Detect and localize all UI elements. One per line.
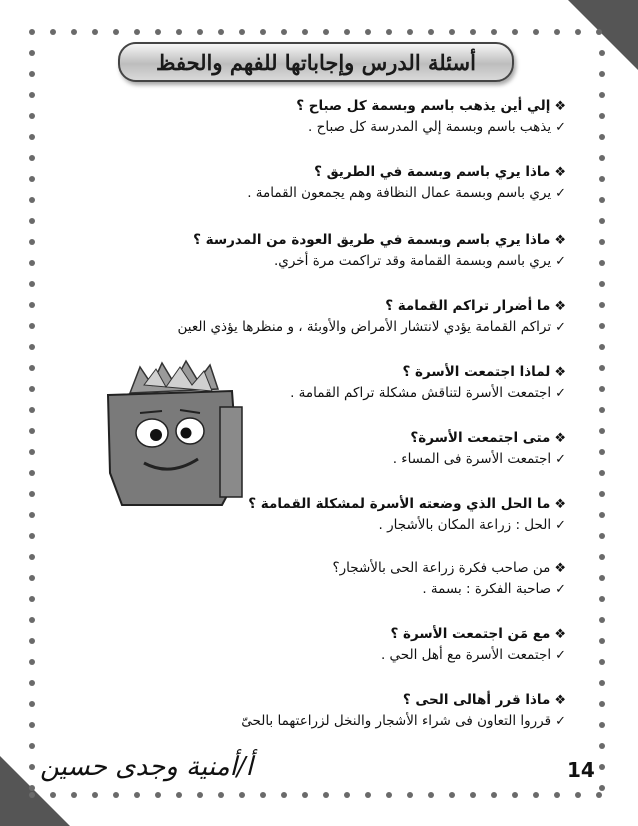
border-dot bbox=[344, 792, 350, 798]
question-text: إلي أين يذهب باسم وبسمة كل صباح ؟ bbox=[296, 98, 551, 114]
border-dot bbox=[29, 239, 35, 245]
border-dot bbox=[29, 659, 35, 665]
border-dot bbox=[599, 596, 605, 602]
border-dot bbox=[260, 792, 266, 798]
border-dot bbox=[29, 792, 35, 798]
border-dot bbox=[323, 792, 329, 798]
border-dot bbox=[29, 134, 35, 140]
border-dot bbox=[599, 239, 605, 245]
border-dot bbox=[599, 638, 605, 644]
qa-item bbox=[381, 624, 566, 666]
diamond-bullet-icon: ❖ bbox=[554, 99, 566, 114]
question-text: ماذا يري باسم وبسمة في طريق العودة من المدرسة ؟ bbox=[193, 232, 551, 248]
author-signature: أ/أمنية وجدى حسين bbox=[40, 752, 253, 782]
border-dot bbox=[29, 554, 35, 560]
border-dot bbox=[29, 596, 35, 602]
check-mark-icon: ✓ bbox=[555, 582, 566, 597]
border-dot bbox=[71, 792, 77, 798]
border-dot bbox=[29, 218, 35, 224]
question-text: ماذا يري باسم وبسمة في الطريق ؟ bbox=[314, 164, 551, 180]
question-text: من صاحب فكرة زراعة الحى بالأشجار؟ bbox=[332, 560, 551, 576]
border-dot bbox=[599, 71, 605, 77]
border-dot bbox=[134, 792, 140, 798]
answer-text: اجتمعت الأسرة مع أهل الحي . bbox=[380, 647, 552, 663]
qa-item bbox=[248, 494, 566, 536]
border-dot bbox=[50, 29, 56, 35]
border-dot bbox=[599, 113, 605, 119]
border-dot bbox=[197, 792, 203, 798]
check-mark-icon: ✓ bbox=[555, 518, 566, 533]
border-dot bbox=[92, 792, 98, 798]
border-dot bbox=[599, 281, 605, 287]
answer-text: يذهب باسم وبسمة إلي المدرسة كل صباح . bbox=[308, 119, 552, 135]
border-dot bbox=[113, 29, 119, 35]
border-dot bbox=[155, 29, 161, 35]
border-dot bbox=[599, 344, 605, 350]
border-dot bbox=[29, 428, 35, 434]
qa-item bbox=[393, 428, 566, 470]
diamond-bullet-icon: ❖ bbox=[554, 627, 566, 642]
border-dot bbox=[599, 575, 605, 581]
check-mark-icon: ✓ bbox=[555, 452, 566, 467]
border-dot bbox=[281, 29, 287, 35]
trash-bin-mascot-illustration bbox=[100, 355, 250, 515]
border-dot bbox=[599, 743, 605, 749]
border-dot bbox=[599, 176, 605, 182]
question-text: ما أضرار تراكم القمامة ؟ bbox=[385, 298, 551, 314]
border-dot bbox=[29, 512, 35, 518]
border-dot bbox=[599, 722, 605, 728]
border-dot bbox=[29, 407, 35, 413]
diamond-bullet-icon: ❖ bbox=[554, 497, 566, 512]
border-dot bbox=[29, 365, 35, 371]
border-dot bbox=[386, 29, 392, 35]
border-dot bbox=[575, 792, 581, 798]
border-dot bbox=[575, 29, 581, 35]
title-banner bbox=[118, 42, 514, 82]
diamond-bullet-icon: ❖ bbox=[554, 233, 566, 248]
border-dot bbox=[491, 29, 497, 35]
corner-decoration-top-right bbox=[568, 0, 638, 70]
page-number: 14 bbox=[567, 758, 595, 782]
border-dot bbox=[554, 792, 560, 798]
border-dot bbox=[29, 155, 35, 161]
border-dot bbox=[599, 680, 605, 686]
border-dot bbox=[407, 29, 413, 35]
check-mark-icon: ✓ bbox=[555, 320, 566, 335]
qa-item bbox=[332, 558, 566, 600]
border-dot bbox=[596, 792, 602, 798]
check-mark-icon: ✓ bbox=[555, 186, 566, 201]
answer-text: قرروا التعاون فى شراء الأشجار والنخل لزراعتهما بالحىّ bbox=[241, 713, 552, 729]
border-dot bbox=[239, 792, 245, 798]
border-dot bbox=[428, 29, 434, 35]
border-dot bbox=[29, 344, 35, 350]
border-dot bbox=[29, 743, 35, 749]
border-dot bbox=[386, 792, 392, 798]
border-dot bbox=[29, 491, 35, 497]
border-dot bbox=[71, 29, 77, 35]
border-dot bbox=[302, 792, 308, 798]
border-dot bbox=[29, 722, 35, 728]
border-dot bbox=[29, 470, 35, 476]
border-dot bbox=[29, 176, 35, 182]
border-dot bbox=[599, 365, 605, 371]
qa-item bbox=[296, 96, 566, 138]
border-dot bbox=[29, 764, 35, 770]
border-dot bbox=[176, 29, 182, 35]
border-dot bbox=[599, 323, 605, 329]
border-dot bbox=[599, 701, 605, 707]
border-dot bbox=[29, 701, 35, 707]
qa-item bbox=[290, 362, 566, 404]
border-dot bbox=[599, 386, 605, 392]
check-mark-icon: ✓ bbox=[555, 386, 566, 401]
border-dot bbox=[599, 470, 605, 476]
border-dot bbox=[29, 533, 35, 539]
border-dot bbox=[281, 792, 287, 798]
question-text: مع مَن اجتمعت الأسرة ؟ bbox=[390, 626, 551, 642]
border-dot bbox=[428, 792, 434, 798]
qa-item bbox=[241, 690, 566, 732]
border-dot bbox=[365, 29, 371, 35]
border-dot bbox=[218, 29, 224, 35]
border-dot bbox=[155, 792, 161, 798]
answer-text: تراكم القمامة يؤدي لانتشار الأمراض والأوبئة ، و منظرها يؤذي العين bbox=[177, 319, 552, 335]
border-dot bbox=[197, 29, 203, 35]
answer-text: اجتمعت الأسرة فى المساء . bbox=[392, 451, 552, 467]
diamond-bullet-icon: ❖ bbox=[554, 561, 566, 576]
border-dot bbox=[29, 92, 35, 98]
check-mark-icon: ✓ bbox=[555, 120, 566, 135]
border-dot bbox=[599, 92, 605, 98]
border-dot bbox=[470, 29, 476, 35]
border-dot bbox=[449, 29, 455, 35]
border-dot bbox=[599, 659, 605, 665]
border-dot bbox=[599, 302, 605, 308]
border-dot bbox=[323, 29, 329, 35]
border-dot bbox=[596, 29, 602, 35]
border-dot bbox=[599, 260, 605, 266]
border-dot bbox=[599, 155, 605, 161]
border-dot bbox=[29, 302, 35, 308]
border-dot bbox=[239, 29, 245, 35]
border-dot bbox=[512, 792, 518, 798]
diamond-bullet-icon: ❖ bbox=[554, 165, 566, 180]
border-dot bbox=[29, 680, 35, 686]
border-dot bbox=[29, 638, 35, 644]
border-dot bbox=[113, 792, 119, 798]
border-dot bbox=[29, 50, 35, 56]
border-dot bbox=[599, 449, 605, 455]
diamond-bullet-icon: ❖ bbox=[554, 431, 566, 446]
border-dot bbox=[599, 218, 605, 224]
border-dot bbox=[407, 792, 413, 798]
border-dot bbox=[29, 323, 35, 329]
border-dot bbox=[134, 29, 140, 35]
answer-text: يري باسم وبسمة عمال النظافة وهم يجمعون القمامة . bbox=[247, 185, 552, 201]
border-dot bbox=[29, 260, 35, 266]
border-dot bbox=[470, 792, 476, 798]
question-text: ما الحل الذي وضعته الأسرة لمشكلة القمامة ؟ bbox=[248, 496, 551, 512]
border-dot bbox=[599, 554, 605, 560]
answer-text: يري باسم وبسمة القمامة وقد تراكمت مرة أخري. bbox=[274, 253, 552, 269]
border-dot bbox=[491, 792, 497, 798]
border-dot bbox=[176, 792, 182, 798]
border-dot bbox=[599, 50, 605, 56]
border-dot bbox=[29, 71, 35, 77]
diamond-bullet-icon: ❖ bbox=[554, 365, 566, 380]
border-dot bbox=[302, 29, 308, 35]
border-dot bbox=[599, 134, 605, 140]
question-text: متى اجتمعت الأسرة؟ bbox=[410, 430, 551, 446]
border-dot bbox=[29, 449, 35, 455]
border-dot bbox=[533, 29, 539, 35]
diamond-bullet-icon: ❖ bbox=[554, 299, 566, 314]
border-dot bbox=[260, 29, 266, 35]
border-dot bbox=[29, 29, 35, 35]
border-dot bbox=[29, 197, 35, 203]
question-text: لماذا اجتمعت الأسرة ؟ bbox=[402, 364, 551, 380]
border-dot bbox=[599, 785, 605, 791]
border-dot bbox=[449, 792, 455, 798]
answer-text: صاحبة الفكرة : بسمة . bbox=[422, 581, 552, 597]
border-dot bbox=[29, 785, 35, 791]
answer-text: اجتمعت الأسرة لتناقش مشكلة تراكم القمامة . bbox=[290, 385, 552, 401]
page-title: أسئلة الدرس وإجاباتها للفهم والحفظ bbox=[156, 49, 476, 75]
border-dot bbox=[599, 533, 605, 539]
qa-item bbox=[193, 230, 566, 272]
border-dot bbox=[533, 792, 539, 798]
border-dot bbox=[599, 764, 605, 770]
border-dot bbox=[29, 281, 35, 287]
check-mark-icon: ✓ bbox=[555, 254, 566, 269]
border-dot bbox=[29, 575, 35, 581]
border-dot bbox=[29, 617, 35, 623]
diamond-bullet-icon: ❖ bbox=[554, 693, 566, 708]
border-dot bbox=[50, 792, 56, 798]
qa-item bbox=[247, 162, 566, 204]
border-dot bbox=[29, 113, 35, 119]
border-dot bbox=[599, 512, 605, 518]
border-dot bbox=[599, 407, 605, 413]
border-dot bbox=[29, 386, 35, 392]
border-dot bbox=[599, 428, 605, 434]
border-dot bbox=[512, 29, 518, 35]
border-dot bbox=[599, 491, 605, 497]
question-text: ماذا قرر أهالى الحى ؟ bbox=[402, 692, 551, 708]
border-dot bbox=[92, 29, 98, 35]
border-dot bbox=[599, 617, 605, 623]
border-dot bbox=[218, 792, 224, 798]
check-mark-icon: ✓ bbox=[555, 714, 566, 729]
answer-text: الحل : زراعة المكان بالأشجار . bbox=[378, 517, 552, 533]
qa-item bbox=[177, 296, 566, 338]
border-dot bbox=[344, 29, 350, 35]
border-dot bbox=[554, 29, 560, 35]
check-mark-icon: ✓ bbox=[555, 648, 566, 663]
border-dot bbox=[599, 197, 605, 203]
border-dot bbox=[365, 792, 371, 798]
